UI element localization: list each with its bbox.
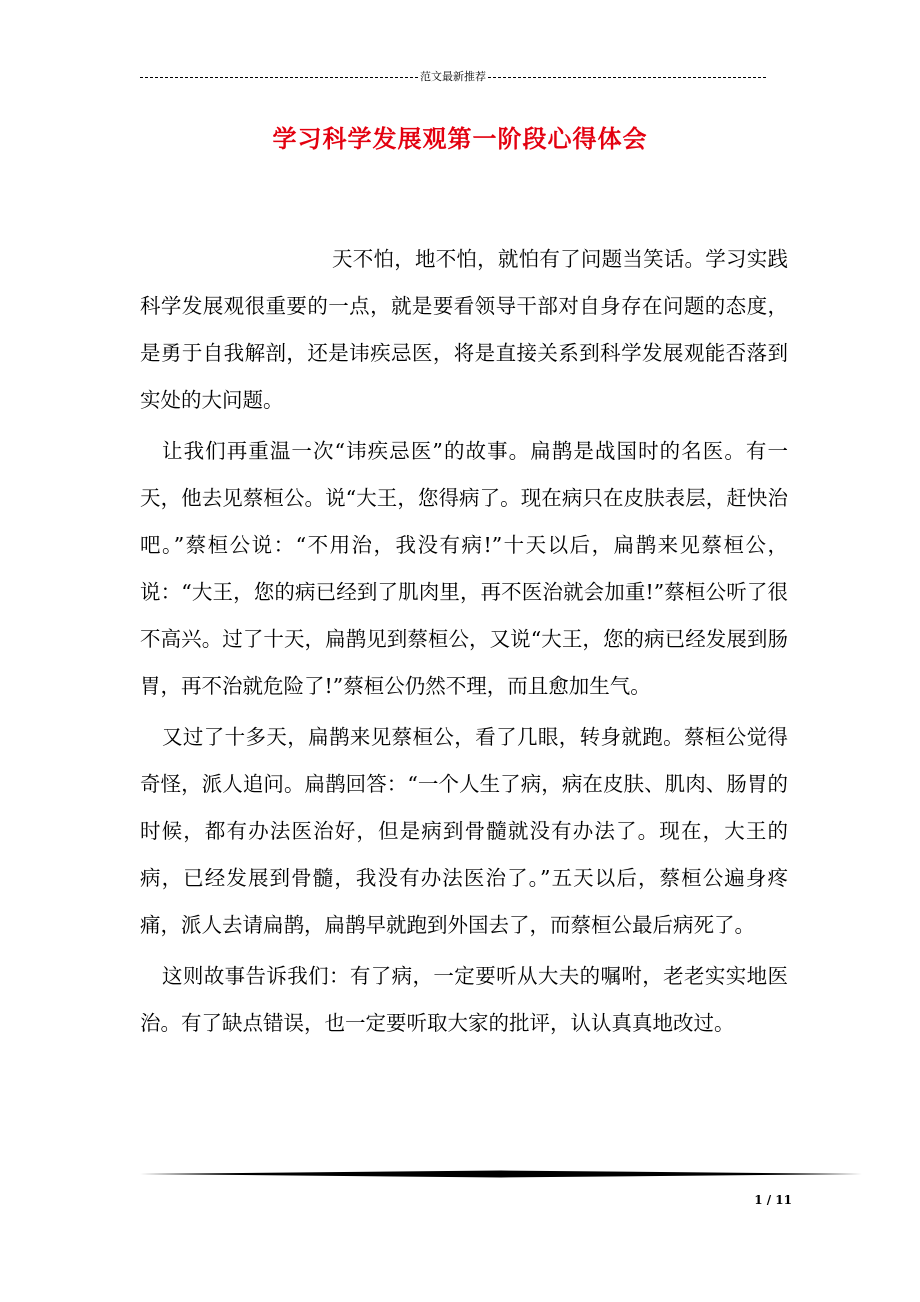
header-dash-right xyxy=(488,77,766,78)
document-body xyxy=(140,236,788,1051)
document-title: 学习科学发展观第一阶段心得体会 xyxy=(272,124,648,153)
page-number: 1 / 11 xyxy=(754,1193,792,1207)
page-header xyxy=(140,70,766,84)
paragraph-4: 这则故事告诉我们：有了病，一定要听从大夫的嘱咐，老老实实地医治。有了缺点错误，也一定要听取大家的批评，认认真真地改过。 xyxy=(140,964,788,1035)
footer-rule xyxy=(140,1170,862,1178)
paragraph-3: 又过了十多天，扁鹊来见蔡桓公，看了几眼，转身就跑。蔡桓公觉得奇怪，派人追问。扁鹊回答：“一个人生了病，病在皮肤、肌肉、肠胃的时候，都有办法医治好，但是病到骨髓就没有办法了。现在，大王的病，已经发展到骨髓，我没有办法医治了。”五天以后，蔡桓公遍身疼痛，派人去请扁鹊，扁鹊早就跑到外国去了，而蔡桓公最后病死了。 xyxy=(140,725,788,937)
header-label: 范文最新推荐 xyxy=(420,70,486,83)
header-dash-left xyxy=(140,77,418,78)
paragraph-2: 让我们再重温一次“讳疾忌医”的故事。扁鹊是战国时的名医。有一天，他去见蔡桓公。说“大王，您得病了。现在病只在皮肤表层，赶快治吧。”蔡桓公说：“不用治，我没有病!”十天以后，扁鹊来见蔡桓公，说：“大王，您的病已经到了肌肉里，再不医治就会加重!”蔡桓公听了很不高兴。过了十天，扁鹊见到蔡桓公，又说“大王，您的病已经发展到肠胃，再不治就危险了!”蔡桓公仍然不理，而且愈加生气。 xyxy=(140,439,788,698)
paragraph-1: 天不怕，地不怕，就怕有了问题当笑话。学习实践科学发展观很重要的一点，就是要看领导干部对自身存在问题的态度，是勇于自我解剖，还是讳疾忌医，将是直接关系到科学发展观能否落到实处的大问题。 xyxy=(140,247,788,412)
